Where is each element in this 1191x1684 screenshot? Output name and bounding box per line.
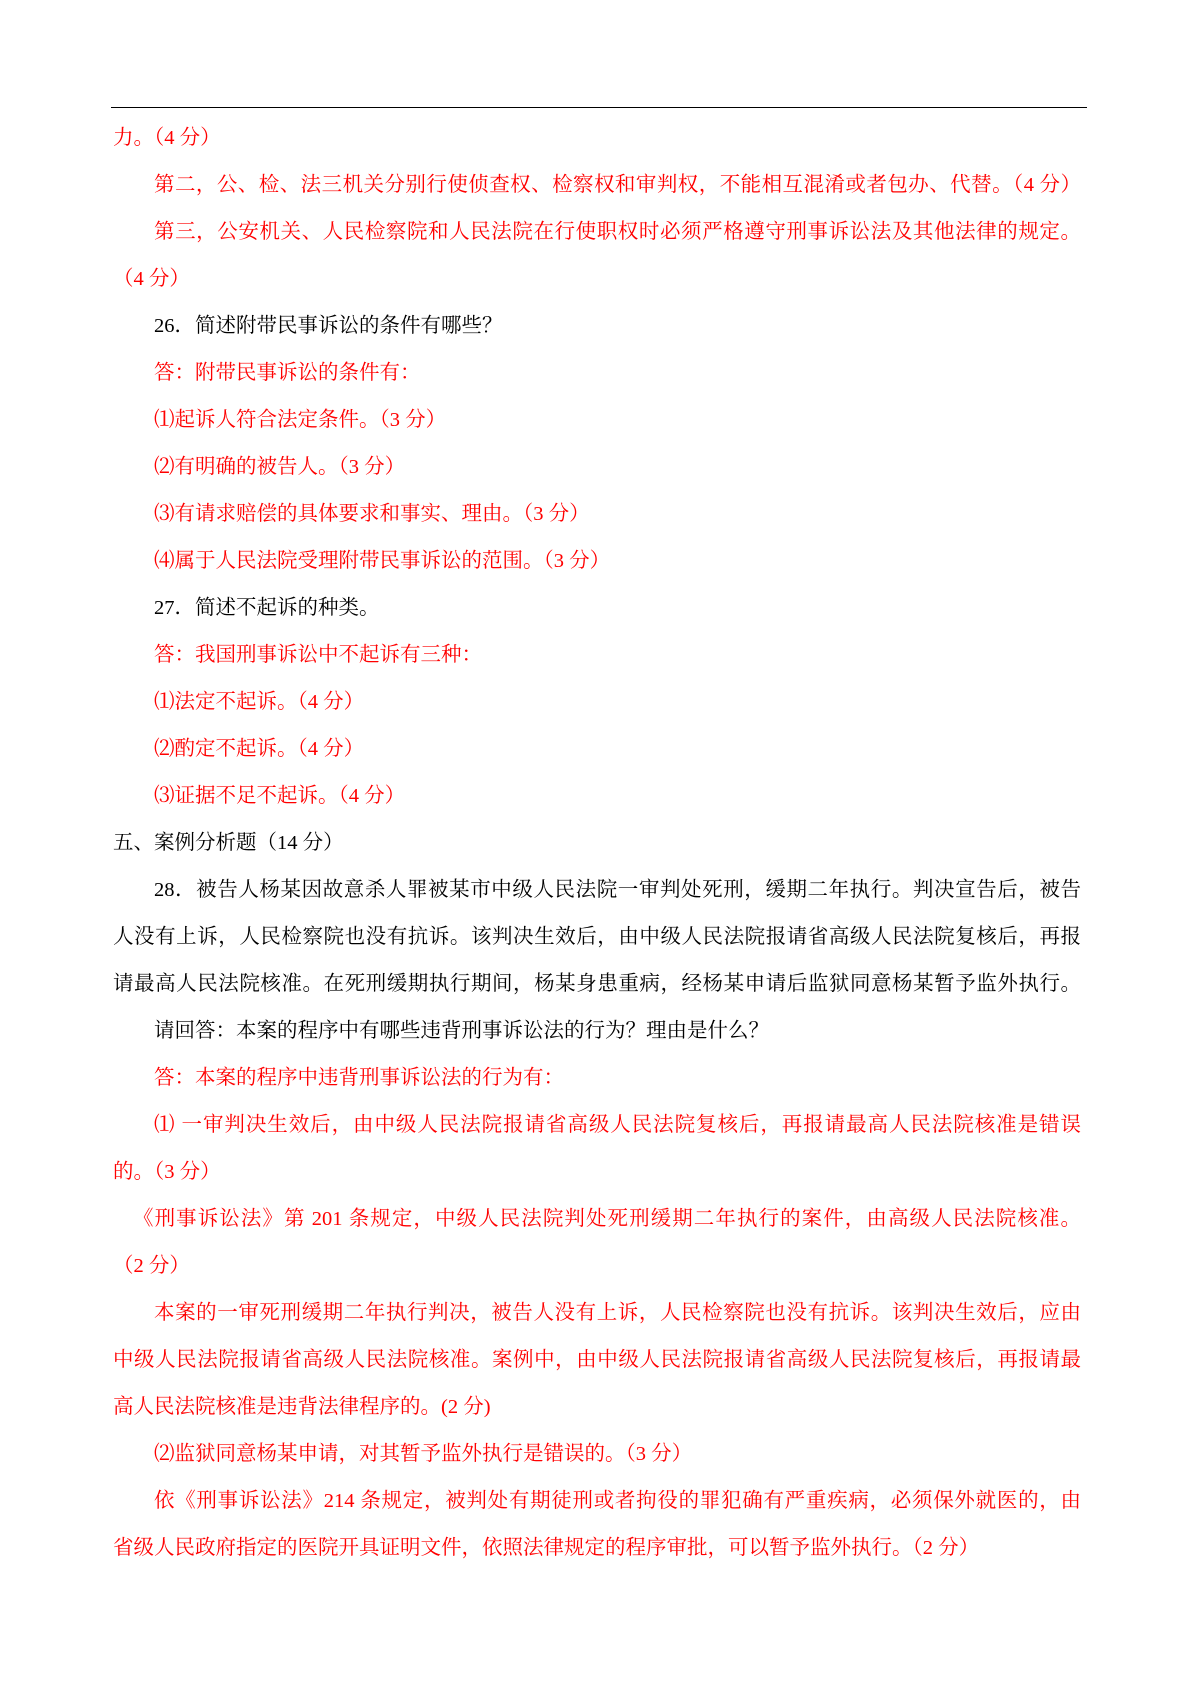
case-text-line: 人没有上诉，人民检察院也没有抗诉。该判决生效后，由中级人民法院报请省高级人民法院复核后，再报 bbox=[113, 926, 1081, 948]
answer-item: ⑴起诉人符合法定条件。（3 分） bbox=[154, 409, 447, 431]
section-5-case-analysis bbox=[113, 820, 1081, 1572]
answer-point-1-analysis: 高人民法院核准是违背法律程序的。(2 分) bbox=[113, 1396, 491, 1418]
question-text: 26．简述附带民事诉讼的条件有哪些？ bbox=[154, 315, 503, 337]
question-prompt: 请回答：本案的程序中有哪些违背刑事诉讼法的行为？理由是什么？ bbox=[154, 1020, 769, 1042]
answer-point-1-law: 《刑事诉讼法》第 201 条规定，中级人民法院判处死刑缓期二年执行的案件，由高级人民法院核准。 bbox=[133, 1208, 1081, 1230]
answer-intro: 答：本案的程序中违背刑事诉讼法的行为有： bbox=[154, 1067, 564, 1089]
answer-intro: 答：附带民事诉讼的条件有： bbox=[154, 362, 421, 384]
answer-point-2-law: 省级人民政府指定的医院开具证明文件，依照法律规定的程序审批，可以暂予监外执行。（2 分） bbox=[113, 1537, 980, 1559]
answer-point-2: 第二，公、检、法三机关分别行使侦查权、检察权和审判权，不能相互混淆或者包办、代替。（4 分） bbox=[154, 174, 1081, 196]
document-body bbox=[113, 115, 1081, 1572]
answer-item: ⑷属于人民法院受理附带民事诉讼的范围。（3 分） bbox=[154, 550, 611, 572]
answer-point-1-claim: 的。（3 分） bbox=[113, 1161, 221, 1183]
answer-point-3: 第三，公安机关、人民检察院和人民法院在行使职权时必须严格遵守刑事诉讼法及其他法律的规定。 bbox=[154, 221, 1081, 243]
answer-intro: 答：我国刑事诉讼中不起诉有三种： bbox=[154, 644, 482, 666]
case-text-line: 28．被告人杨某因故意杀人罪被某市中级人民法院一审判处死刑，缓期二年执行。判决宣告后，被告 bbox=[154, 879, 1081, 901]
answer-item: ⑶证据不足不起诉。（4 分） bbox=[154, 785, 406, 807]
q25-answer-continued bbox=[113, 115, 1081, 303]
case-text-line: 请最高人民法院核准。在死刑缓期执行期间，杨某身患重病，经杨某申请后监狱同意杨某暂予监外执行。 bbox=[113, 973, 1081, 995]
answer-line: 力。（4 分） bbox=[113, 127, 221, 149]
question-text: 27．简述不起诉的种类。 bbox=[154, 597, 380, 619]
answer-point-1-claim: ⑴ 一审判决生效后，由中级人民法院报请省高级人民法院复核后，再报请最高人民法院核准是错误 bbox=[154, 1114, 1081, 1136]
header-rule bbox=[111, 107, 1087, 108]
answer-score-line: （4 分） bbox=[113, 268, 190, 290]
answer-item: ⑵有明确的被告人。（3 分） bbox=[154, 456, 406, 478]
answer-item: ⑶有请求赔偿的具体要求和事实、理由。（3 分） bbox=[154, 503, 590, 525]
answer-point-2-law: 依《刑事诉讼法》214 条规定，被判处有期徒刑或者拘役的罪犯确有严重疾病，必须保外就医的，由 bbox=[154, 1490, 1081, 1512]
question-26 bbox=[113, 303, 1081, 585]
answer-item: ⑵酌定不起诉。（4 分） bbox=[154, 738, 365, 760]
answer-point-1-analysis: 中级人民法院报请省高级人民法院核准。案例中，由中级人民法院报请省高级人民法院复核后，再报请最 bbox=[113, 1349, 1081, 1371]
answer-point-2-claim: ⑵监狱同意杨某申请，对其暂予监外执行是错误的。（3 分） bbox=[154, 1443, 693, 1465]
question-27 bbox=[113, 585, 1081, 820]
answer-point-1-analysis: 本案的一审死刑缓期二年执行判决，被告人没有上诉，人民检察院也没有抗诉。该判决生效后，应由 bbox=[154, 1302, 1081, 1324]
answer-point-1-law: （2 分） bbox=[113, 1255, 190, 1277]
answer-item: ⑴法定不起诉。（4 分） bbox=[154, 691, 365, 713]
section-heading: 五、案例分析题（14 分） bbox=[113, 832, 344, 854]
